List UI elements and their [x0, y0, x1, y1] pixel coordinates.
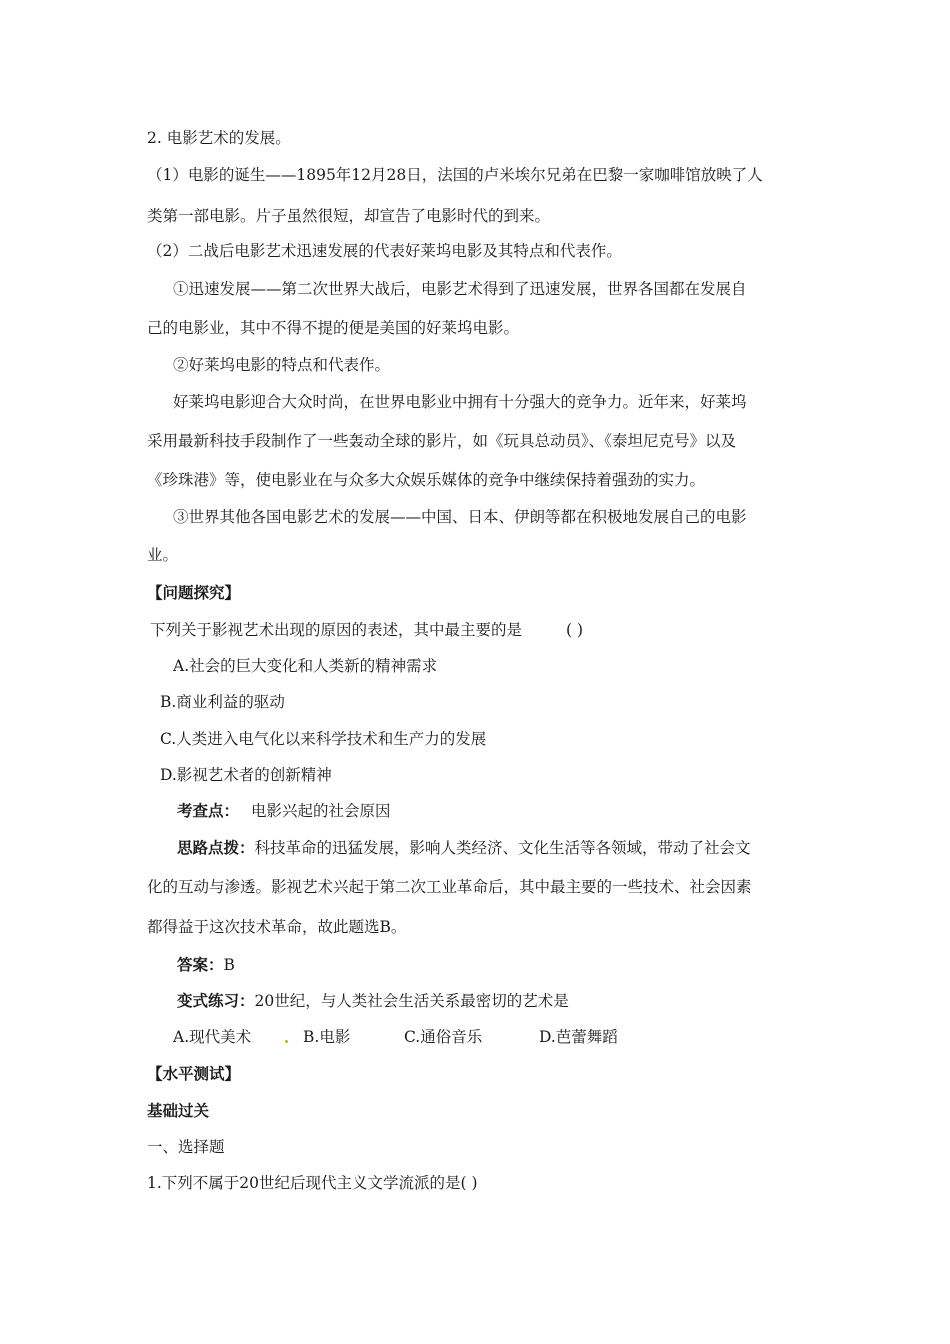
variant-line	[177, 991, 569, 1011]
option-c: C.人类进入电气化以来科学技术和生产力的发展	[160, 730, 487, 748]
paragraph-line: （1）电影的诞生——1895年12月28日，法国的卢米埃尔兄弟在巴黎一家咖啡馆放映了人	[147, 166, 763, 184]
kaochadian-label: 考查点：	[177, 801, 240, 820]
kaochadian	[177, 801, 391, 821]
option-d: D.影视艺术者的创新精神	[160, 766, 332, 784]
paragraph-line: 类第一部电影。片子虽然很短，却宣告了电影时代的到来。	[147, 207, 551, 225]
stray-dot	[285, 1040, 288, 1043]
option-a: A.社会的巨大变化和人类新的精神需求	[173, 657, 438, 675]
silu-line: 都得益于这次技术革命，故此题选B。	[147, 918, 407, 936]
variant-label: 变式练习：	[177, 991, 255, 1010]
answer-value: B	[223, 956, 235, 974]
answer-label: 答案：	[177, 955, 224, 974]
paragraph-line: ①迅速发展——第二次世界大战后，电影艺术得到了迅速发展，世界各国都在发展自	[173, 280, 747, 298]
paragraph-line: ②好莱坞电影的特点和代表作。	[173, 356, 391, 374]
paragraph-line: 采用最新科技手段制作了一些轰动全球的影片，如《玩具总动员》、《泰坦尼克号》以及	[147, 432, 737, 450]
question-text	[150, 620, 583, 640]
silu-line	[177, 838, 751, 858]
paragraph-line: 《珍珠港》等，使电影业在与众多大众娱乐媒体的竞争中继续保持着强劲的实力。	[147, 471, 706, 489]
question-stem: 下列关于影视艺术出现的原因的表述，其中最主要的是	[150, 621, 523, 639]
variant-option-c: C.通俗音乐	[404, 1028, 483, 1046]
test-subtitle: 基础过关	[147, 1101, 210, 1120]
variant-question: 20世纪，与人类社会生活关系最密切的艺术是	[254, 992, 569, 1010]
paragraph-line: ③世界其他各国电影艺术的发展——中国、日本、伊朗等都在积极地发展自己的电影	[173, 508, 747, 526]
section-heading: 2. 电影艺术的发展。	[147, 129, 291, 147]
test-question-1: 1.下列不属于20世纪后现代主义文学流派的是( )	[147, 1174, 478, 1192]
variant-option-a: A.现代美术	[173, 1028, 252, 1046]
kaochadian-value: 电影兴起的社会原因	[251, 802, 391, 820]
inquiry-title: 【问题探究】	[147, 583, 241, 602]
silu-label: 思路点拨：	[177, 838, 255, 857]
paragraph-line: 己的电影业，其中不得不提的便是美国的好莱坞电影。	[147, 319, 520, 337]
test-section: 一、选择题	[147, 1138, 225, 1156]
paragraph-line: 好莱坞电影迎合大众时尚，在世界电影业中拥有十分强大的竞争力。近年来，好莱坞	[173, 393, 747, 411]
paragraph-line: 业。	[147, 546, 179, 564]
variant-option-b: B.电影	[303, 1028, 351, 1046]
answer-bracket: ( )	[566, 621, 584, 639]
test-title: 【水平测试】	[147, 1064, 241, 1083]
answer-line	[177, 955, 235, 975]
option-b: B.商业利益的驱动	[160, 693, 285, 711]
paragraph-line: （2）二战后电影艺术迅速发展的代表好莱坞电影及其特点和代表作。	[147, 242, 622, 260]
silu-text: 科技革命的迅猛发展，影响人类经济、文化生活等各领域，带动了社会文	[254, 839, 751, 857]
silu-line: 化的互动与渗透。影视艺术兴起于第二次工业革命后，其中最主要的一些技术、社会因素	[147, 878, 752, 896]
variant-option-d: D.芭蕾舞蹈	[539, 1028, 618, 1046]
